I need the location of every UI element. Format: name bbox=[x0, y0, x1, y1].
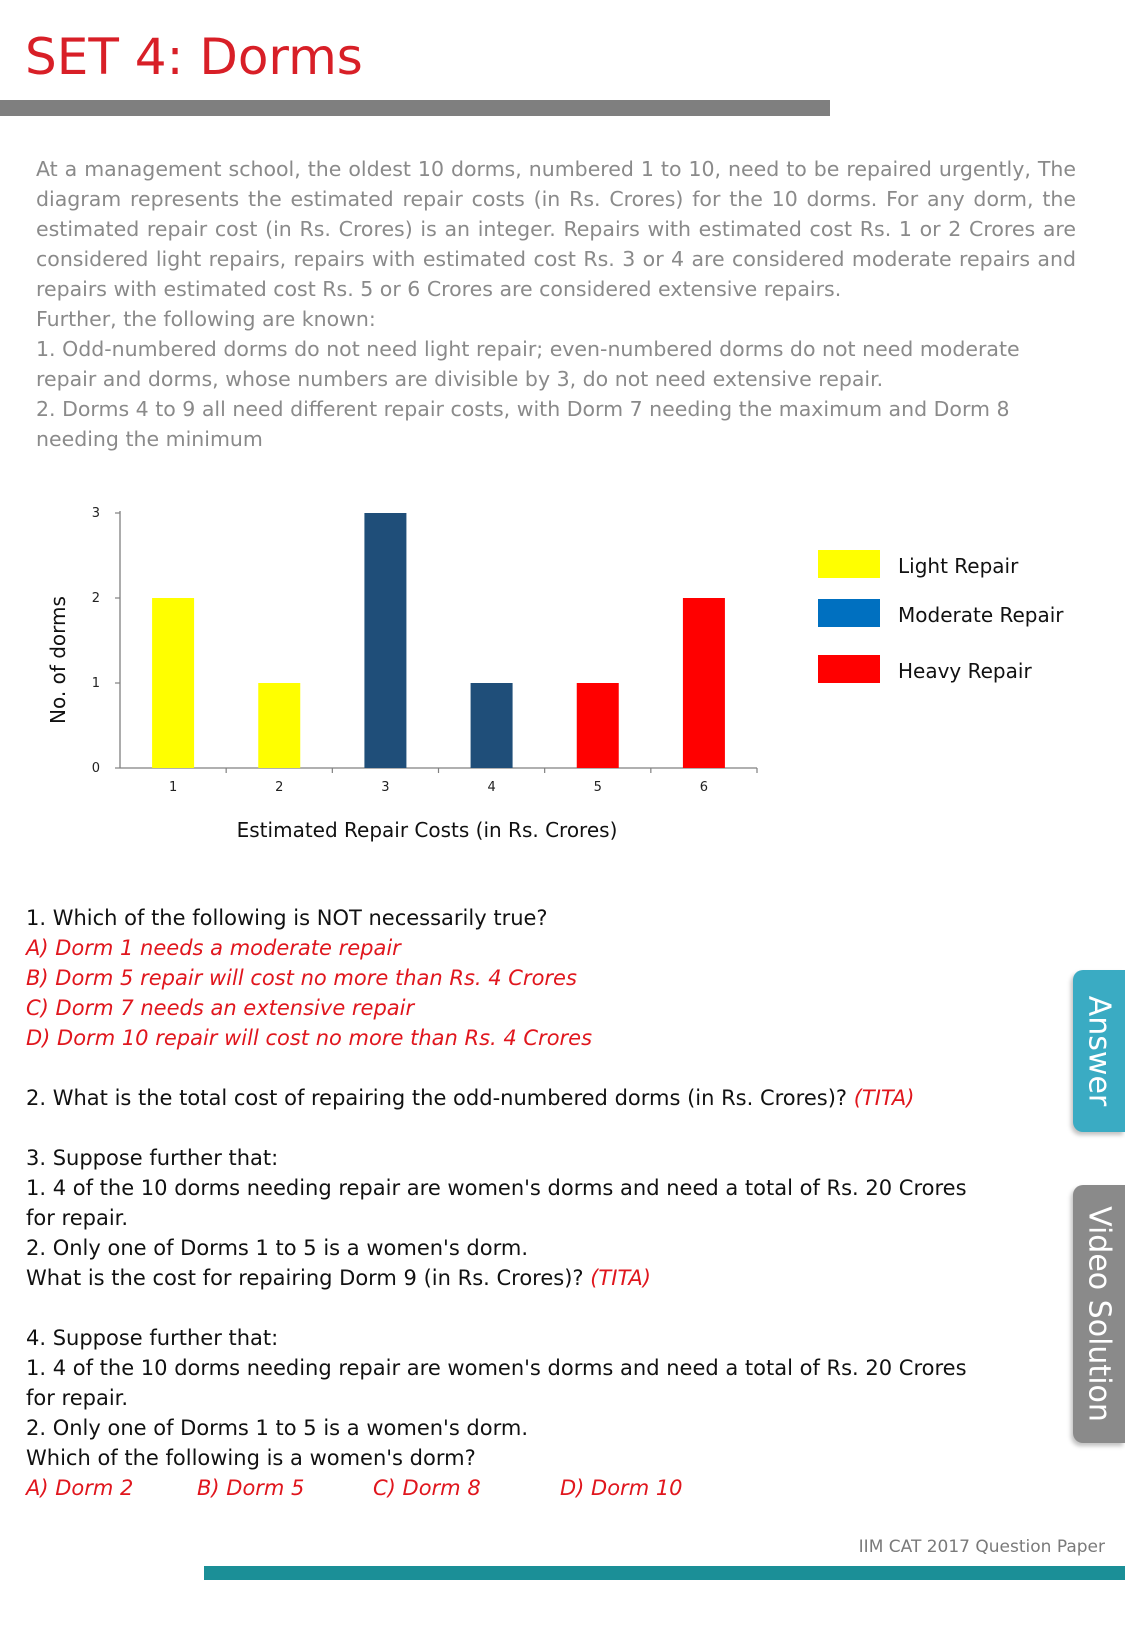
footer-caption: IIM CAT 2017 Question Paper bbox=[858, 1537, 1105, 1557]
condition-2: 2. Dorms 4 to 9 all need different repair costs, with Dorm 7 needing the maximum and Dorm 8 needing the minimum bbox=[36, 397, 1010, 451]
q4-option-a[interactable]: A) Dorm 2 bbox=[26, 1476, 134, 1500]
x-tick-label: 3 bbox=[381, 780, 390, 795]
questions bbox=[26, 903, 986, 1503]
q1-option-a[interactable]: A) Dorm 1 needs a moderate repair bbox=[26, 936, 401, 960]
y-tick-label: 2 bbox=[91, 591, 100, 606]
question-3-intro: 3. Suppose further that: bbox=[26, 1146, 279, 1170]
question-3 bbox=[26, 1263, 986, 1293]
chart-legend bbox=[818, 550, 1064, 683]
bar-cost-3 bbox=[364, 513, 406, 768]
bar-cost-6 bbox=[683, 598, 725, 768]
video-solution-tab-label: Video Solution bbox=[1081, 1206, 1117, 1422]
y-tick-label: 1 bbox=[91, 676, 100, 691]
answer-tab[interactable] bbox=[1073, 970, 1125, 1132]
x-tick-label: 1 bbox=[168, 780, 178, 795]
legend-swatch bbox=[818, 550, 880, 578]
question-1: 1. Which of the following is NOT necessarily true? bbox=[26, 906, 548, 930]
legend-label: Light Repair bbox=[898, 554, 1019, 578]
question-4-condition-1: 1. 4 of the 10 dorms needing repair are women's dorms and need a total of Rs. 20 Crores for repair. bbox=[26, 1356, 967, 1410]
x-tick-label: 6 bbox=[699, 780, 709, 795]
x-tick-label: 4 bbox=[487, 780, 496, 795]
question-3-ask: What is the cost for repairing Dorm 9 (in Rs. Crores)? bbox=[26, 1266, 584, 1290]
bar-cost-4 bbox=[471, 683, 513, 768]
bar-cost-2 bbox=[258, 683, 300, 768]
question-2-text: 2. What is the total cost of repairing the odd-numbered dorms (in Rs. Crores)? bbox=[26, 1086, 848, 1110]
question-2 bbox=[26, 1083, 986, 1113]
legend-swatch bbox=[818, 655, 880, 683]
question-4-condition-2: 2. Only one of Dorms 1 to 5 is a women's dorm. bbox=[26, 1416, 529, 1440]
bar-cost-5 bbox=[577, 683, 619, 768]
intro-paragraph: At a management school, the oldest 10 dorms, numbered 1 to 10, need to be repaired urgently, The diagram represents the estimated repair costs (in Rs. Crores) for the 10 dorms. For any dorm, the estimated repair cost (in Rs. Crores) is an integer. Repairs with estimated cost Rs. 1 or 2 Crores are considered light repairs, repairs with estimated cost Rs. 3 or 4 are considered moderate repairs and repairs with estimated cost Rs. 5 or 6 Crores are considered extensive repairs. bbox=[36, 157, 1076, 301]
x-axis-label: Estimated Repair Costs (in Rs. Crores) bbox=[236, 818, 618, 842]
q1-option-b[interactable]: B) Dorm 5 repair will cost no more than Rs. 4 Crores bbox=[26, 966, 577, 990]
q4-option-b[interactable]: B) Dorm 5 bbox=[197, 1476, 305, 1500]
q4-option-d[interactable]: D) Dorm 10 bbox=[560, 1476, 683, 1500]
intro-known-line: Further, the following are known: bbox=[36, 307, 376, 331]
question-3-tag: (TITA) bbox=[590, 1266, 651, 1290]
footer-divider bbox=[204, 1566, 1125, 1580]
question-2-tag: (TITA) bbox=[853, 1086, 915, 1110]
question-4-intro: 4. Suppose further that: bbox=[26, 1326, 279, 1350]
legend-label: Moderate Repair bbox=[898, 603, 1064, 627]
title-divider bbox=[0, 100, 830, 116]
q1-option-c[interactable]: C) Dorm 7 needs an extensive repair bbox=[26, 996, 415, 1020]
condition-1: 1. Odd-numbered dorms do not need light repair; even-numbered dorms do not need moderate repair and dorms, whose numbers are divisible by 3, do not need extensive repair. bbox=[36, 337, 1020, 391]
q4-option-c[interactable]: C) Dorm 8 bbox=[373, 1476, 481, 1500]
q4-options bbox=[26, 1473, 986, 1503]
answer-tab-label: Answer bbox=[1081, 995, 1117, 1107]
question-3-condition-2: 2. Only one of Dorms 1 to 5 is a women's dorm. bbox=[26, 1236, 529, 1260]
page-title: SET 4: Dorms bbox=[25, 28, 363, 86]
chart-bars bbox=[152, 513, 725, 768]
q1-option-d[interactable]: D) Dorm 10 repair will cost no more than Rs. 4 Crores bbox=[26, 1026, 593, 1050]
question-4-ask: Which of the following is a women's dorm? bbox=[26, 1446, 476, 1470]
y-tick-label: 0 bbox=[91, 761, 100, 776]
legend-swatch bbox=[818, 599, 880, 627]
x-tick-label: 2 bbox=[275, 780, 284, 795]
repair-cost-chart bbox=[0, 470, 1125, 850]
x-tick-label: 5 bbox=[593, 780, 602, 795]
video-solution-tab[interactable] bbox=[1073, 1185, 1125, 1443]
bar-cost-1 bbox=[152, 598, 194, 768]
y-tick-label: 3 bbox=[91, 506, 100, 521]
legend-label: Heavy Repair bbox=[898, 659, 1032, 683]
question-3-condition-1: 1. 4 of the 10 dorms needing repair are women's dorms and need a total of Rs. 20 Crores for repair. bbox=[26, 1176, 967, 1230]
intro-text bbox=[36, 154, 1076, 454]
y-axis-label: No. of dorms bbox=[46, 596, 70, 724]
